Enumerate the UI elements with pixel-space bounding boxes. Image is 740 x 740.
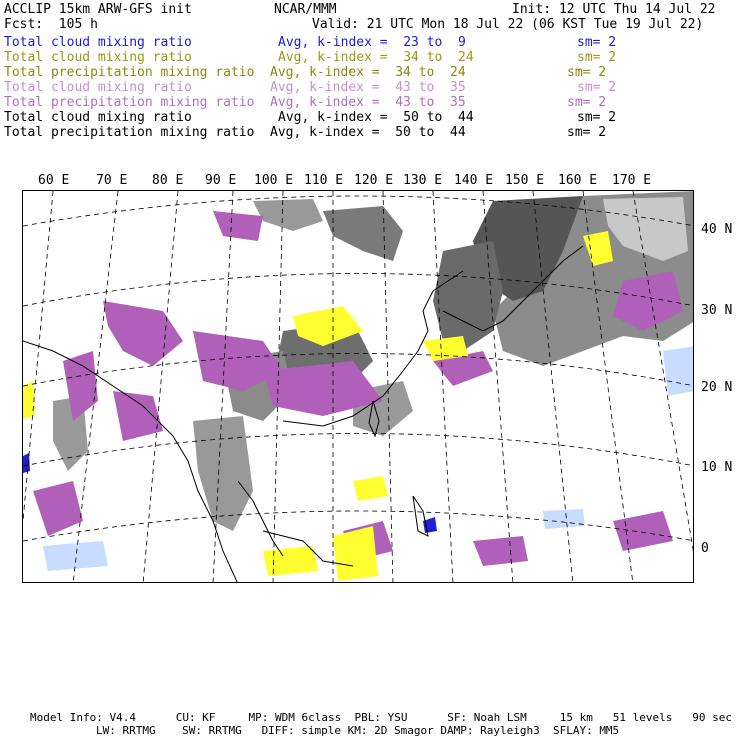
lon-label: 160 E bbox=[558, 173, 598, 188]
model-info-line1: Model Info: V4.4 CU: KF MP: WDM 6class PBL: YSU SF: Noah LSM 15 km 51 levels 90 sec bbox=[30, 711, 732, 724]
legend-avg: Avg, k-index = 50 to 44 bbox=[278, 110, 474, 125]
lon-label: 110 E bbox=[304, 173, 344, 188]
lon-label: 100 E bbox=[254, 173, 294, 188]
lon-label: 130 E bbox=[403, 173, 443, 188]
lon-label: 150 E bbox=[505, 173, 545, 188]
valid-time: Valid: 21 UTC Mon 18 Jul 22 (06 KST Tue 19 Jul 22) bbox=[312, 17, 704, 32]
legend-avg: Avg, k-index = 34 to 24 bbox=[278, 50, 474, 65]
lat-label: 30 N bbox=[701, 303, 733, 318]
lat-label: 20 N bbox=[701, 380, 733, 395]
lon-label: 60 E bbox=[38, 173, 70, 188]
legend-field: Total precipitation mixing ratio bbox=[4, 95, 255, 110]
legend-avg: Avg, k-index = 23 to 9 bbox=[278, 35, 466, 50]
legend-avg: Avg, k-index = 34 to 24 bbox=[270, 65, 466, 80]
legend-field: Total cloud mixing ratio bbox=[4, 110, 192, 125]
legend-sm: sm= 2 bbox=[567, 125, 607, 140]
model-title: ACCLIP 15km ARW-GFS init bbox=[4, 2, 192, 17]
lon-label: 170 E bbox=[612, 173, 652, 188]
legend-avg: Avg, k-index = 50 to 44 bbox=[270, 125, 466, 140]
legend-sm: sm= 2 bbox=[567, 65, 607, 80]
lon-label: 120 E bbox=[354, 173, 394, 188]
lat-label: 10 N bbox=[701, 460, 733, 475]
lon-label: 80 E bbox=[152, 173, 184, 188]
weather-map bbox=[22, 190, 694, 583]
legend-field: Total cloud mixing ratio bbox=[4, 35, 192, 50]
legend-avg: Avg, k-index = 43 to 35 bbox=[270, 95, 466, 110]
legend-sm: sm= 2 bbox=[577, 110, 617, 125]
legend-sm: sm= 2 bbox=[577, 35, 617, 50]
legend-field: Total cloud mixing ratio bbox=[4, 50, 192, 65]
model-info-line2: LW: RRTMG SW: RRTMG DIFF: simple KM: 2D Smagor DAMP: Rayleigh3 SFLAY: MM5 bbox=[96, 724, 620, 737]
org-label: NCAR/MMM bbox=[274, 2, 337, 17]
lon-label: 70 E bbox=[96, 173, 128, 188]
lon-label: 90 E bbox=[205, 173, 237, 188]
lat-label: 40 N bbox=[701, 222, 733, 237]
forecast-hour: Fcst: 105 h bbox=[4, 17, 98, 32]
init-time: Init: 12 UTC Thu 14 Jul 22 bbox=[512, 2, 716, 17]
legend-avg: Avg, k-index = 43 to 35 bbox=[270, 80, 466, 95]
legend-field: Total precipitation mixing ratio bbox=[4, 65, 255, 80]
legend-field: Total precipitation mixing ratio bbox=[4, 125, 255, 140]
legend-field: Total cloud mixing ratio bbox=[4, 80, 192, 95]
legend-sm: sm= 2 bbox=[577, 50, 617, 65]
lat-label: 0 bbox=[701, 541, 709, 556]
lon-label: 140 E bbox=[454, 173, 494, 188]
legend-sm: sm= 2 bbox=[567, 95, 607, 110]
legend-sm: sm= 2 bbox=[577, 80, 617, 95]
